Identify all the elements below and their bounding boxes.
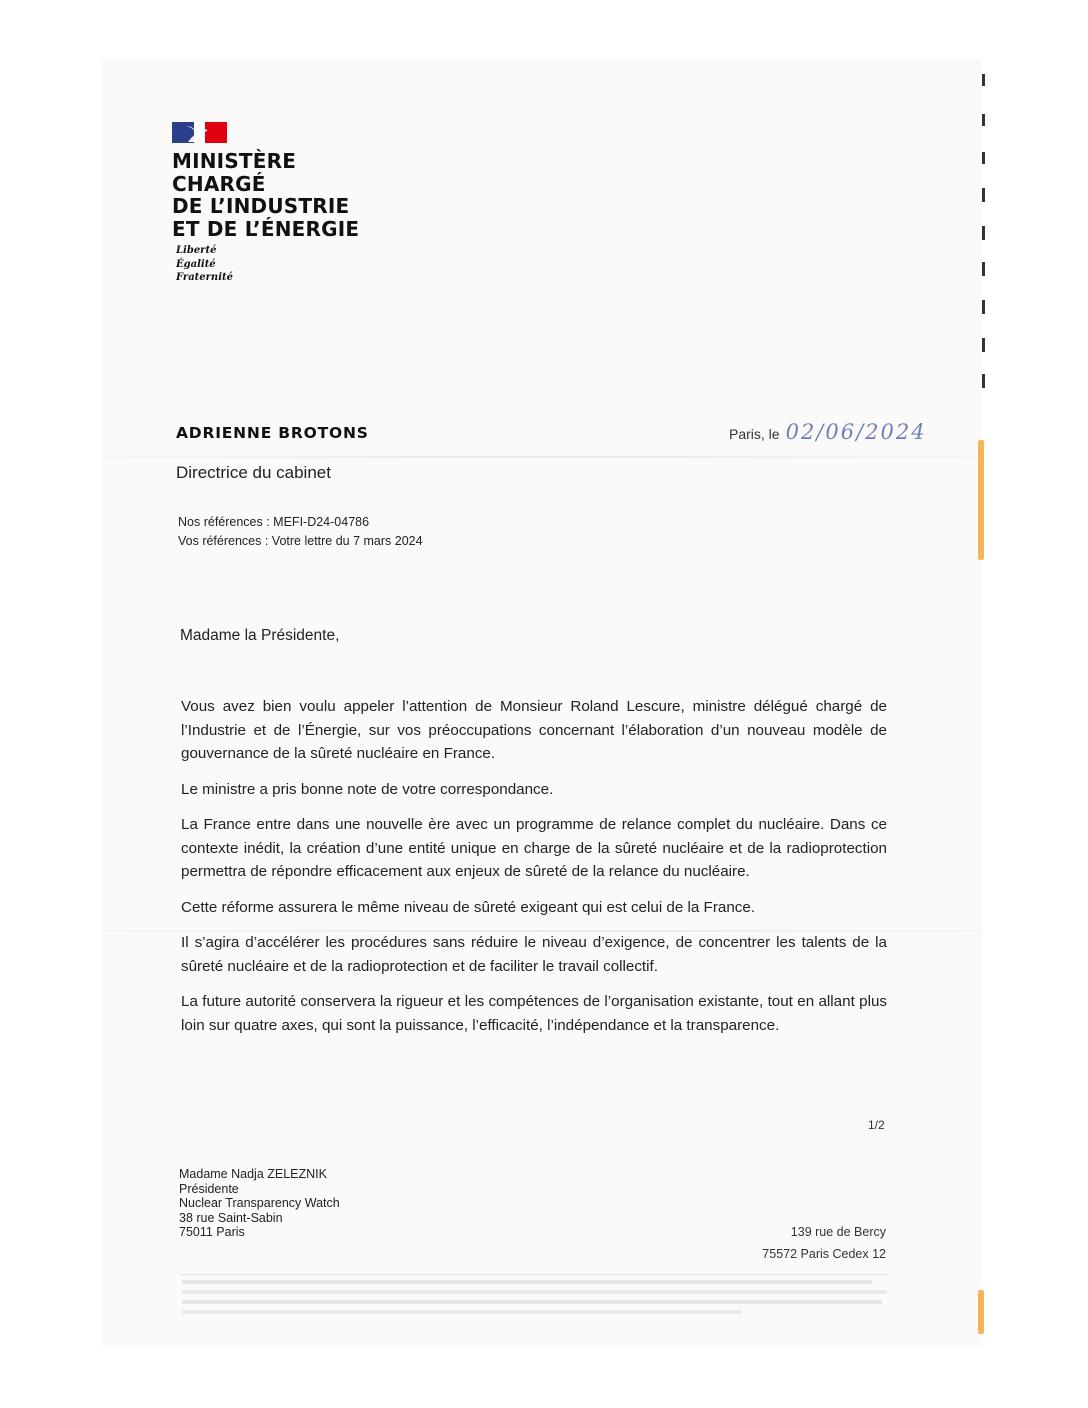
ministry-line: MINISTÈRE: [172, 149, 297, 173]
binder-mark: [982, 226, 985, 240]
sender-role: Directrice du cabinet: [176, 463, 331, 482]
recipient-line: 75011 Paris: [179, 1225, 245, 1239]
binder-mark: [982, 152, 985, 164]
binder-mark: [982, 114, 985, 126]
faded-footer-notice: [182, 1278, 890, 1322]
ministry-line: CHARGÉ: [172, 171, 266, 196]
binder-mark: [982, 74, 985, 86]
binder-mark: [982, 374, 985, 388]
ministry-line: ET DE L’ÉNERGIE: [172, 216, 360, 241]
your-reference: Vos références : Votre lettre du 7 mars 2024: [178, 534, 423, 548]
date-prefix: Paris, le: [729, 426, 780, 442]
recipient-line: Nuclear Transparency Watch: [179, 1196, 340, 1210]
footer-divider: [180, 1274, 890, 1275]
binder-mark: [982, 338, 985, 352]
recipient-address: [179, 1167, 340, 1240]
marianne-flag-icon: [172, 122, 227, 143]
body-paragraph: Cette réforme assurera le même niveau de sûreté exigeant qui est celui de la France.: [181, 898, 756, 916]
ministry-address: [762, 1221, 886, 1265]
sender-name: ADRIENNE BROTONS: [176, 424, 369, 442]
tab-stain: [978, 440, 984, 560]
body-paragraph: La future autorité conservera la rigueur et les compétences de l’organisation existante, tout en allant plus loin sur quatre axes, qui sont la puissance, l’efficacité, l’indépendance et la transparence.: [181, 993, 887, 1034]
body-paragraph: Il s’agira d’accélérer les procédures sans réduire le niveau d’exigence, de concentrer les talents de la sûreté nucléaire et de la radioprotection et de faciliter le travail collectif.: [181, 934, 887, 975]
binder-mark: [982, 262, 985, 276]
ministry-name: [172, 150, 359, 240]
motto-line: Égalité: [176, 258, 216, 270]
salutation: Madame la Présidente,: [180, 627, 340, 644]
our-reference: Nos références : MEFI-D24-04786: [178, 515, 370, 529]
body-paragraph: La France entre dans une nouvelle ère avec un programme de relance complet du nucléaire. Dans ce contexte inédit, la création d’une entité unique en charge de la sûreté nucléaire et de la radioprotection permettra de répondre efficacement aux enjeux de sûreté de la relance du nucléaire.: [181, 816, 887, 880]
references: [178, 513, 423, 551]
page-number: 1/2: [868, 1118, 885, 1132]
binder-mark: [982, 188, 985, 202]
recipient-line: Madame Nadja ZELEZNIK: [179, 1167, 327, 1181]
binder-mark: [982, 300, 985, 314]
address-line: 75572 Paris Cedex 12: [762, 1247, 886, 1261]
letter-body: [181, 695, 887, 1049]
date-line: [729, 420, 927, 444]
recipient-line: Présidente: [179, 1181, 239, 1196]
republic-motto: [176, 244, 233, 285]
paper-fold: [102, 456, 982, 458]
recipient-line: 38 rue Saint-Sabin: [179, 1210, 283, 1225]
ministry-line: DE L’INDUSTRIE: [172, 194, 350, 218]
motto-line: Fraternité: [176, 272, 233, 283]
illegible-footer-text: [182, 1278, 890, 1318]
address-line: 139 rue de Bercy: [790, 1225, 886, 1239]
body-paragraph: Vous avez bien voulu appeler l’attention de Monsieur Roland Lescure, ministre délégué chargé de l’Industrie et de l’Énergie, sur vos préoccupations concernant l’élaboration d’un nouveau modèle de gouvernance de la sûreté nucléaire en France.: [181, 698, 887, 762]
motto-line: Liberté: [176, 245, 217, 256]
tab-stain: [978, 1290, 984, 1334]
body-paragraph: Le ministre a pris bonne note de votre correspondance.: [181, 780, 554, 798]
handwritten-date: 02/06/2024: [785, 420, 927, 444]
